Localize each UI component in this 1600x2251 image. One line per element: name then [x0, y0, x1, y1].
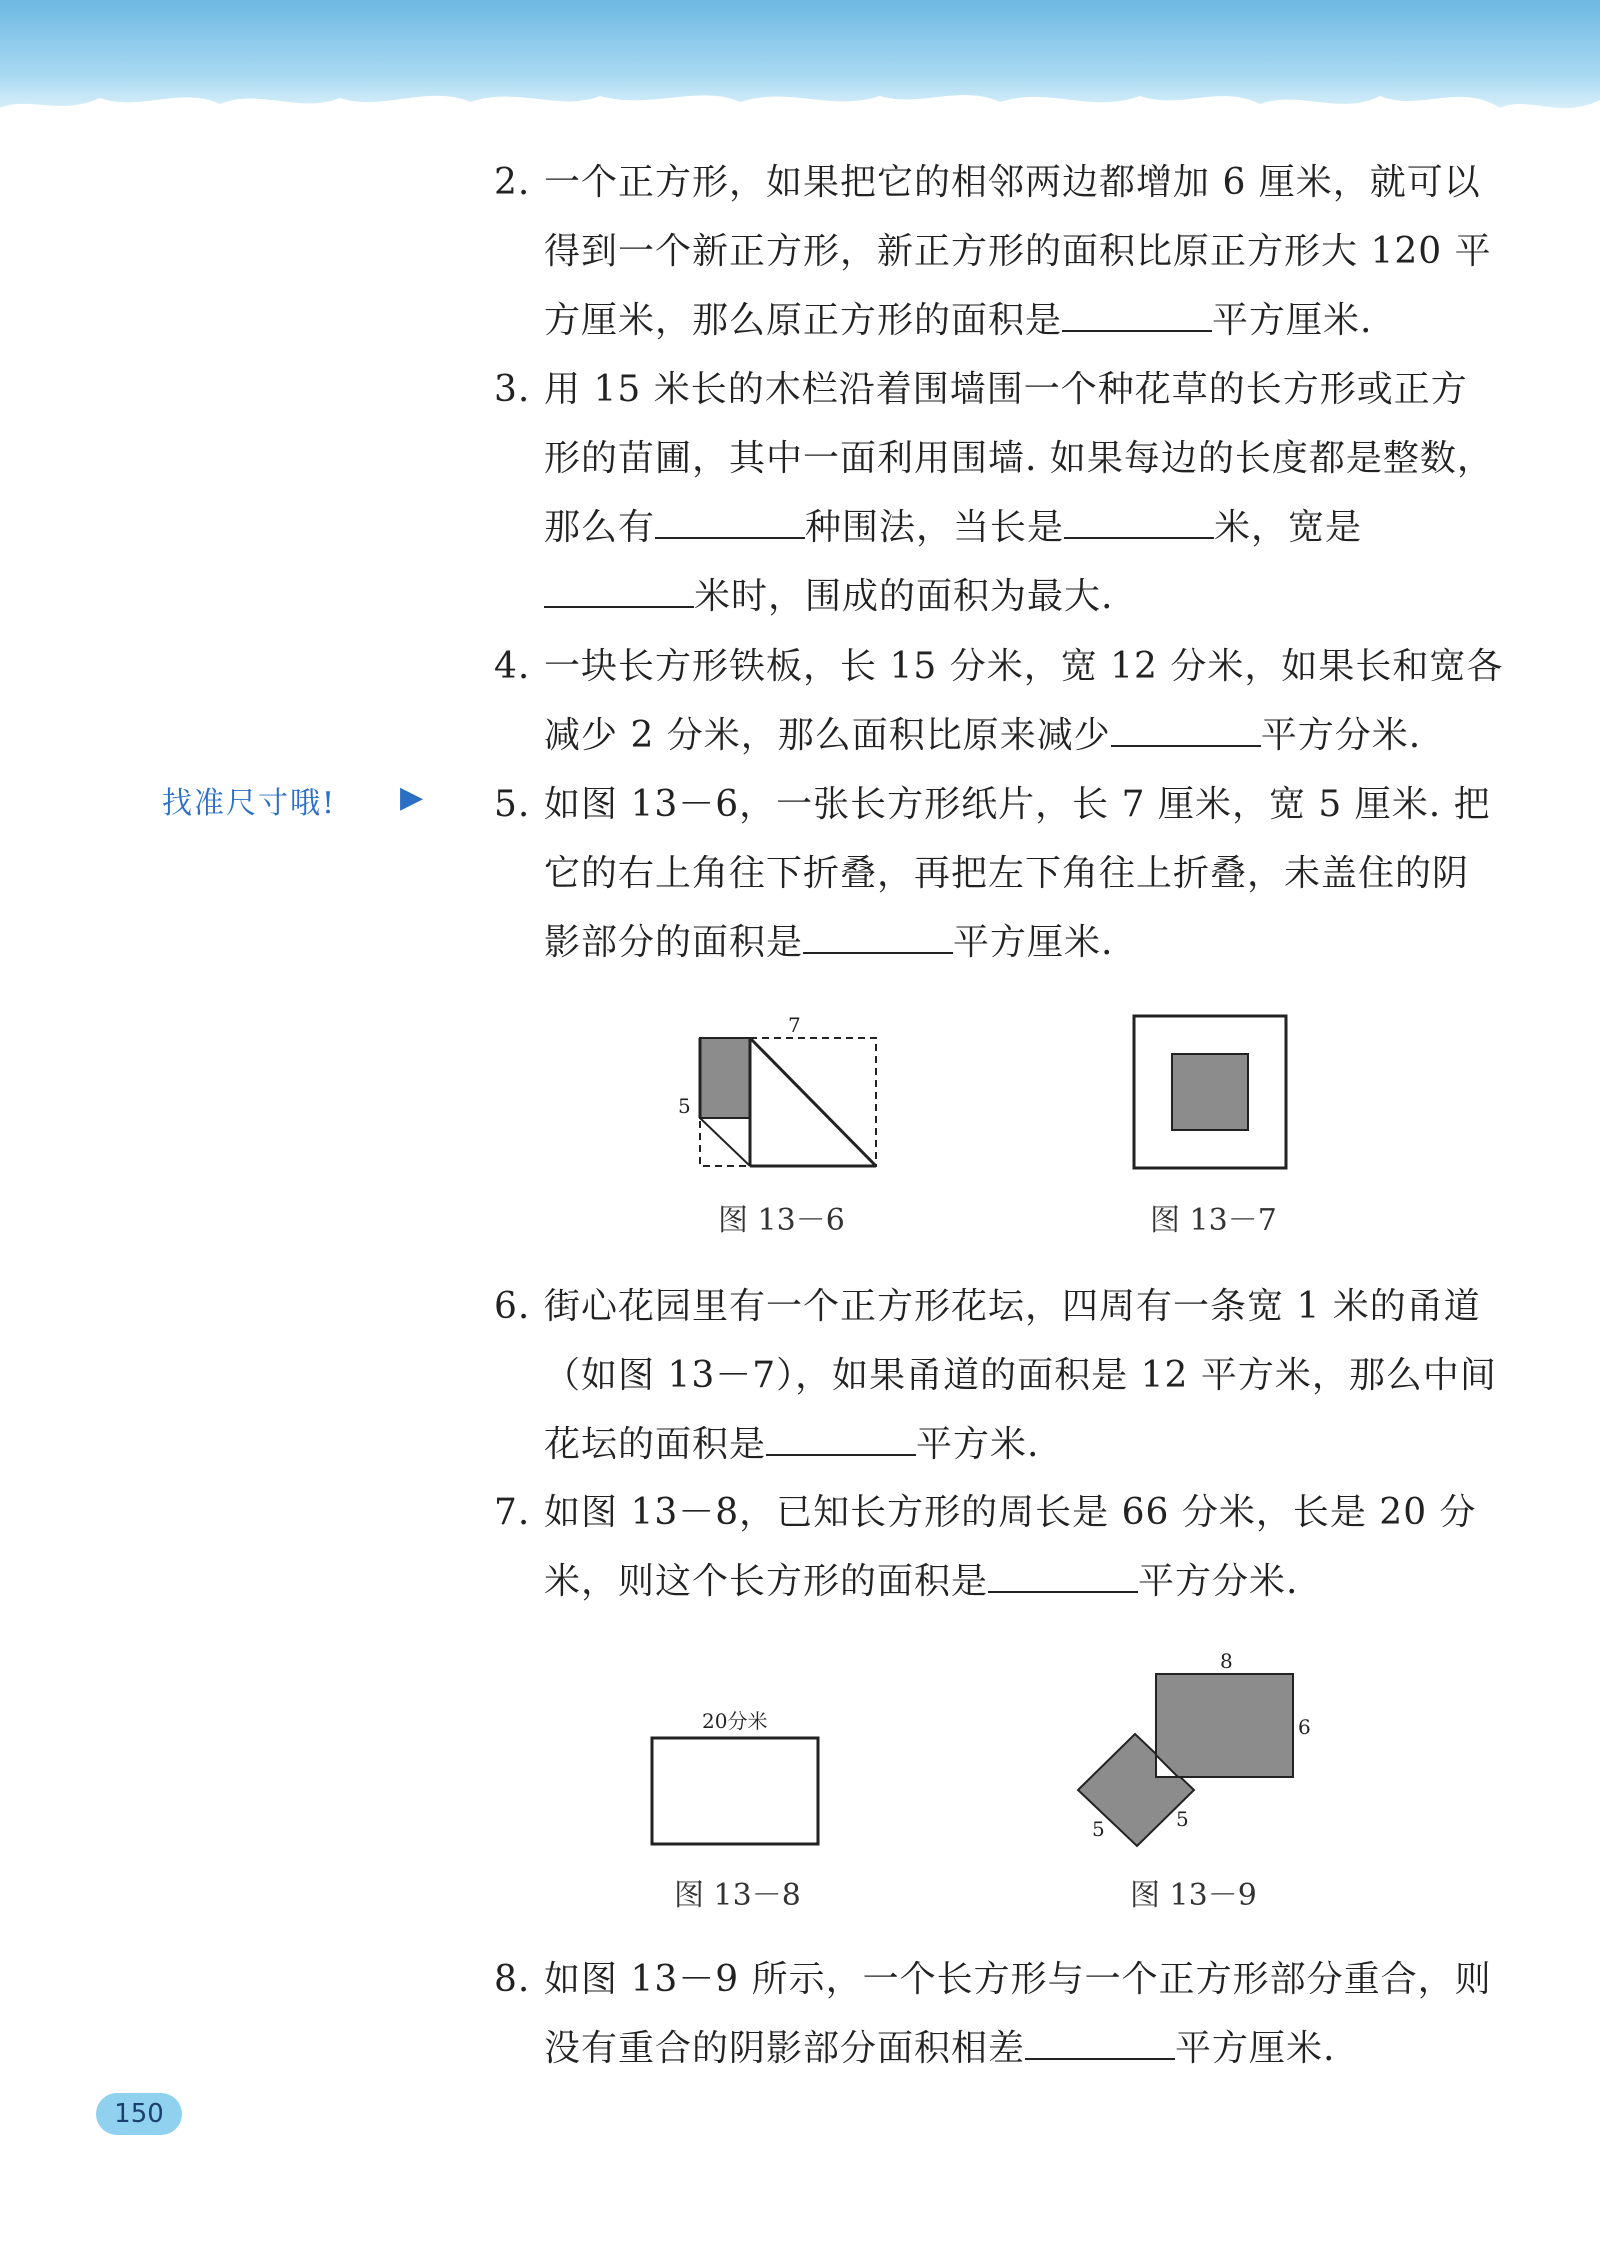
question-5	[494, 770, 1504, 977]
question-text: 一块长方形铁板，长 15 分米，宽 12 分米，如果长和宽各减少 2 分米，那么面积比原来减少	[544, 646, 1504, 756]
label-right: 6	[1298, 1715, 1311, 1739]
question-text: 平方厘米.	[1212, 300, 1373, 341]
answer-blank[interactable]	[1111, 715, 1261, 747]
caption-13-9: 图 13－9	[1130, 1878, 1257, 1913]
question-number: 4.	[494, 646, 531, 687]
answer-blank[interactable]	[1062, 300, 1212, 332]
question-text: 如图 13－8，已知长方形的周长是 66 分米，长是 20 分米，则这个长方形的面积是	[544, 1492, 1477, 1602]
header-banner	[0, 0, 1600, 150]
answer-blank[interactable]	[655, 507, 805, 539]
answer-blank[interactable]	[544, 576, 694, 608]
question-text: 种围法，当长是	[805, 507, 1065, 548]
question-text: 如图 13－9 所示，一个长方形与一个正方形部分重合，则没有重合的阴影部分面积相差	[544, 1959, 1492, 2069]
figure-13-6	[670, 1010, 910, 1190]
answer-blank[interactable]	[988, 1561, 1138, 1593]
figure-13-8	[640, 1700, 830, 1850]
figure-13-7	[1130, 1012, 1290, 1172]
rectangle	[652, 1738, 818, 1844]
question-text: 平方米.	[916, 1424, 1040, 1465]
question-6	[494, 1272, 1504, 1479]
question-number: 8.	[494, 1959, 531, 2000]
question-number: 2.	[494, 162, 531, 203]
question-number: 6.	[494, 1286, 531, 1327]
question-text: 一个正方形，如果把它的相邻两边都增加 6 厘米，就可以得到一个新正方形，新正方形的面积比原正方形大 120 平方厘米，那么原正方形的面积是	[544, 162, 1492, 341]
question-text: 平方厘米.	[953, 922, 1114, 963]
question-number: 3.	[494, 369, 531, 410]
question-2	[494, 148, 1504, 355]
inner-square	[1172, 1054, 1248, 1130]
page-number-badge: 150	[96, 2093, 182, 2135]
label-left: 5	[678, 1094, 691, 1118]
shaded-rectangle	[1156, 1674, 1293, 1777]
caption-13-8: 图 13－8	[674, 1878, 801, 1913]
answer-blank[interactable]	[1064, 507, 1214, 539]
question-3	[494, 355, 1504, 631]
question-4	[494, 632, 1504, 770]
answer-blank[interactable]	[1025, 2028, 1175, 2060]
label-square-left: 5	[1092, 1817, 1105, 1841]
question-text: 米时，围成的面积为最大.	[694, 576, 1114, 617]
shaded-square	[700, 1038, 750, 1118]
question-number: 5.	[494, 784, 531, 825]
answer-blank[interactable]	[766, 1424, 916, 1456]
question-text: 米，宽是	[1214, 507, 1363, 548]
side-tip-text: 找准尺寸哦!	[162, 786, 337, 821]
question-number: 7.	[494, 1492, 531, 1533]
play-arrow-icon: ▶	[400, 780, 424, 815]
label-top: 20分米	[702, 1709, 768, 1733]
question-text: 平方分米.	[1260, 715, 1422, 756]
question-8	[494, 1945, 1504, 2083]
question-7	[494, 1478, 1504, 1616]
caption-13-7: 图 13－7	[1150, 1203, 1277, 1238]
question-text: 如图 13－6，一张长方形纸片，长 7 厘米，宽 5 厘米. 把它的右上角往下折叠，再把左下角往上折叠，未盖住的阴影部分的面积是	[544, 784, 1491, 963]
caption-13-6: 图 13－6	[718, 1203, 845, 1238]
answer-blank[interactable]	[803, 922, 953, 954]
label-top: 8	[1220, 1649, 1233, 1673]
figure-13-9	[1070, 1650, 1320, 1850]
question-text: 街心花园里有一个正方形花坛，四周有一条宽 1 米的甬道（如图 13－7），如果甬道的面积是 12 平方米，那么中间花坛的面积是	[544, 1286, 1497, 1465]
question-text: 平方分米.	[1138, 1561, 1299, 1602]
label-top: 7	[788, 1013, 801, 1037]
label-square-right: 5	[1176, 1807, 1189, 1831]
question-text: 平方厘米.	[1175, 2028, 1336, 2069]
question-text: 用 15 米长的木栏沿着围墙围一个种花草的长方形或正方形的苗圃，其中一面利用围墙. 如果每边的长度都是整数，那么有	[544, 369, 1494, 548]
